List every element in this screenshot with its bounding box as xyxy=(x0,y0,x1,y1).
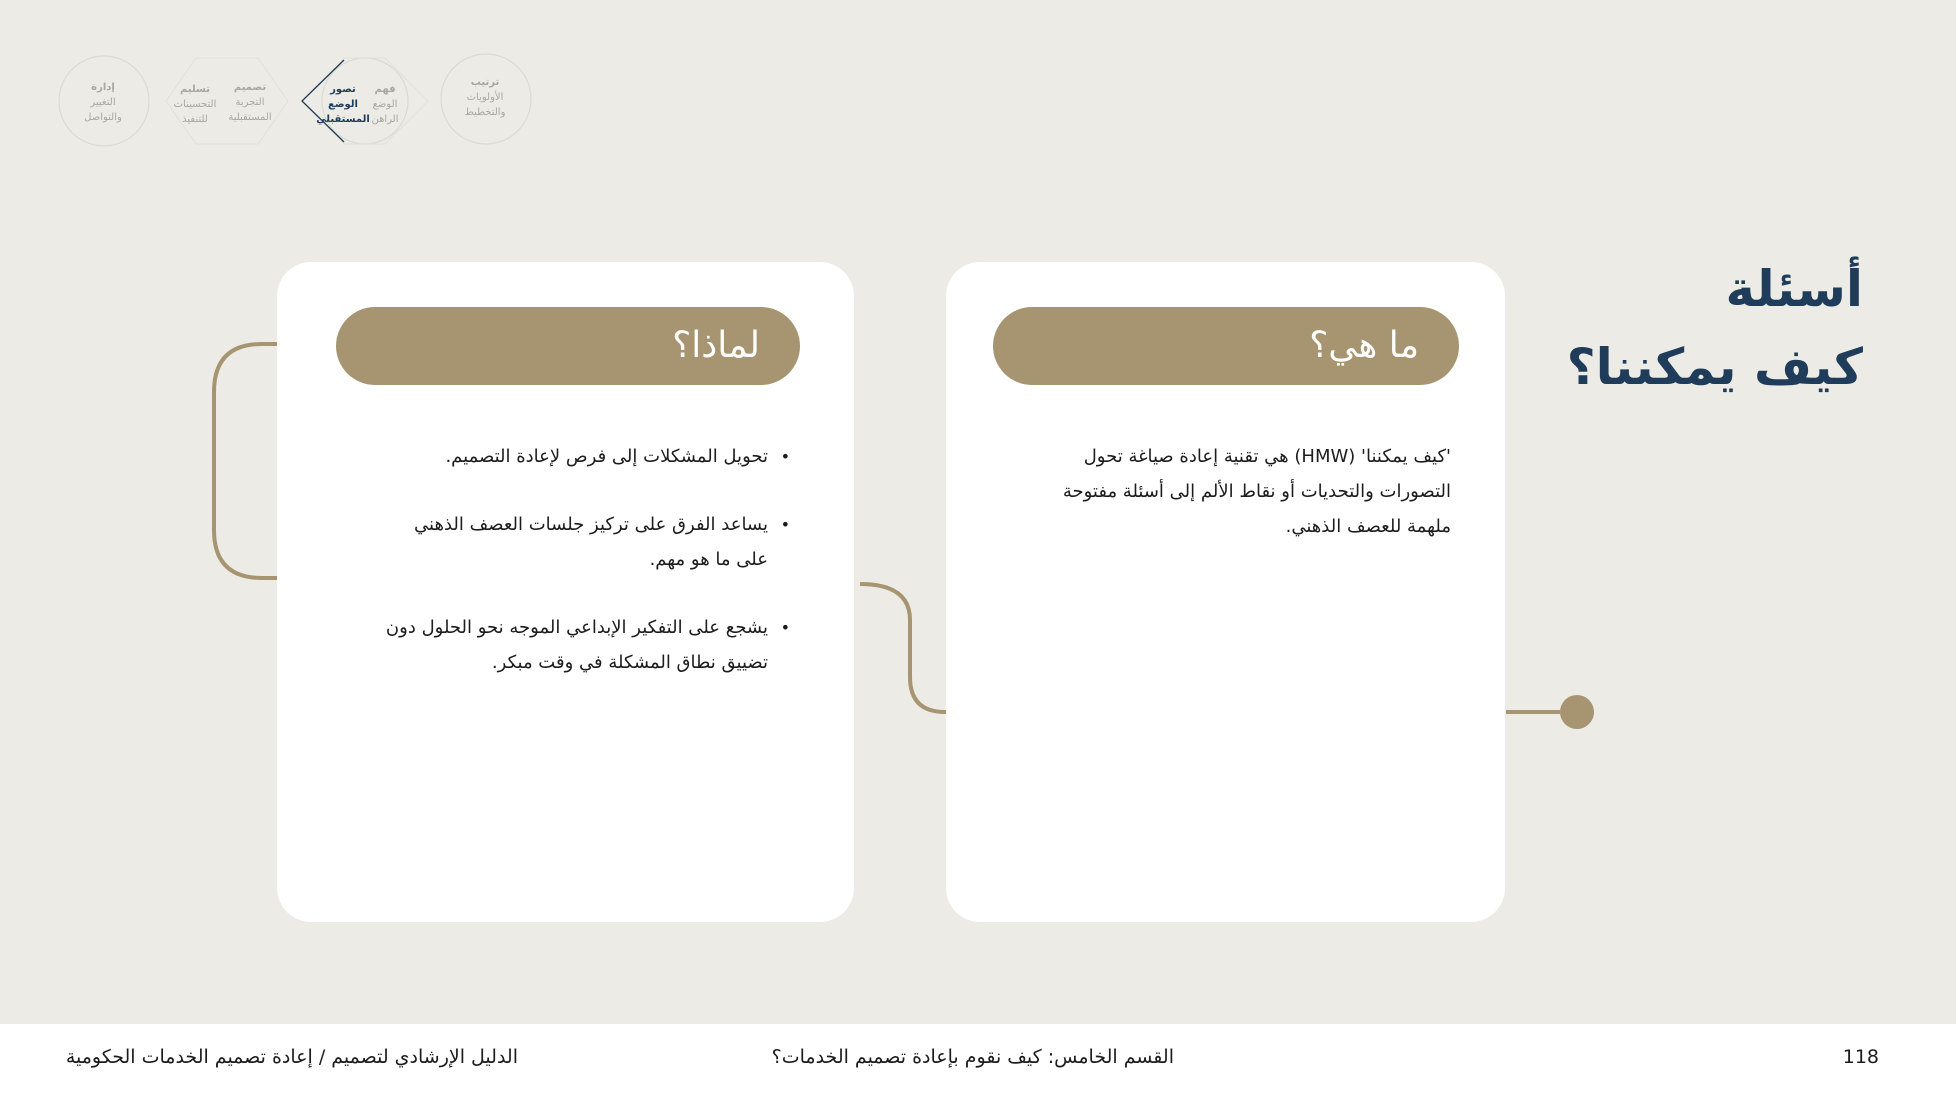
page-title xyxy=(1567,250,1863,406)
what-is-it-heading: ما هي؟ xyxy=(993,307,1459,385)
footer-section-title: القسم الخامس: كيف نقوم بإعادة تصميم الخدمات؟ xyxy=(771,1046,1174,1068)
why-bullet-3: • يشجع على التفكير الإبداعي الموجه نحو الحلول دون تضييق نطاق المشكلة في وقت مبكر. xyxy=(380,610,768,680)
title-line-1: أسئلة xyxy=(1725,260,1863,318)
why-heading: لماذا؟ xyxy=(336,307,800,385)
footer-guide-title: الدليل الإرشادي لتصميم / إعادة تصميم الخدمات الحكومية xyxy=(65,1046,518,1068)
nav-step-5[interactable]: تسليم التحسينات للتنفيذ xyxy=(173,84,217,125)
nav-step-3[interactable]: تصور الوضع المستقبلي xyxy=(316,84,370,125)
nav-step-1[interactable]: ترتيب الأولويات والتخطيط xyxy=(464,77,506,118)
nav-step-6[interactable]: إدارة التغيير والتواصل xyxy=(84,82,122,123)
nav-step-4[interactable]: تصميم التجربة المستقبلية xyxy=(228,82,272,123)
connector-dot xyxy=(1560,695,1594,729)
title-line-2: كيف يمكننا؟ xyxy=(1566,338,1863,396)
what-is-it-body: 'كيف يمكننا' (HMW) هي تقنية إعادة صياغة تحول التصورات والتحديات أو نقاط الألم إلى أسئلة مفتوحة ملهمة للعصف الذهني. xyxy=(1062,446,1451,537)
footer xyxy=(0,1024,1956,1100)
why-bullets xyxy=(380,439,790,713)
why-bullet-2: • يساعد الفرق على تركيز جلسات العصف الذهني على ما هو مهم. xyxy=(380,507,768,577)
page-number: 118 xyxy=(1842,1046,1879,1068)
why-bullet-1: • تحويل المشكلات إلى فرص لإعادة التصميم. xyxy=(380,439,768,474)
nav-step-2[interactable]: فهم الوضع الراهن xyxy=(371,84,399,125)
